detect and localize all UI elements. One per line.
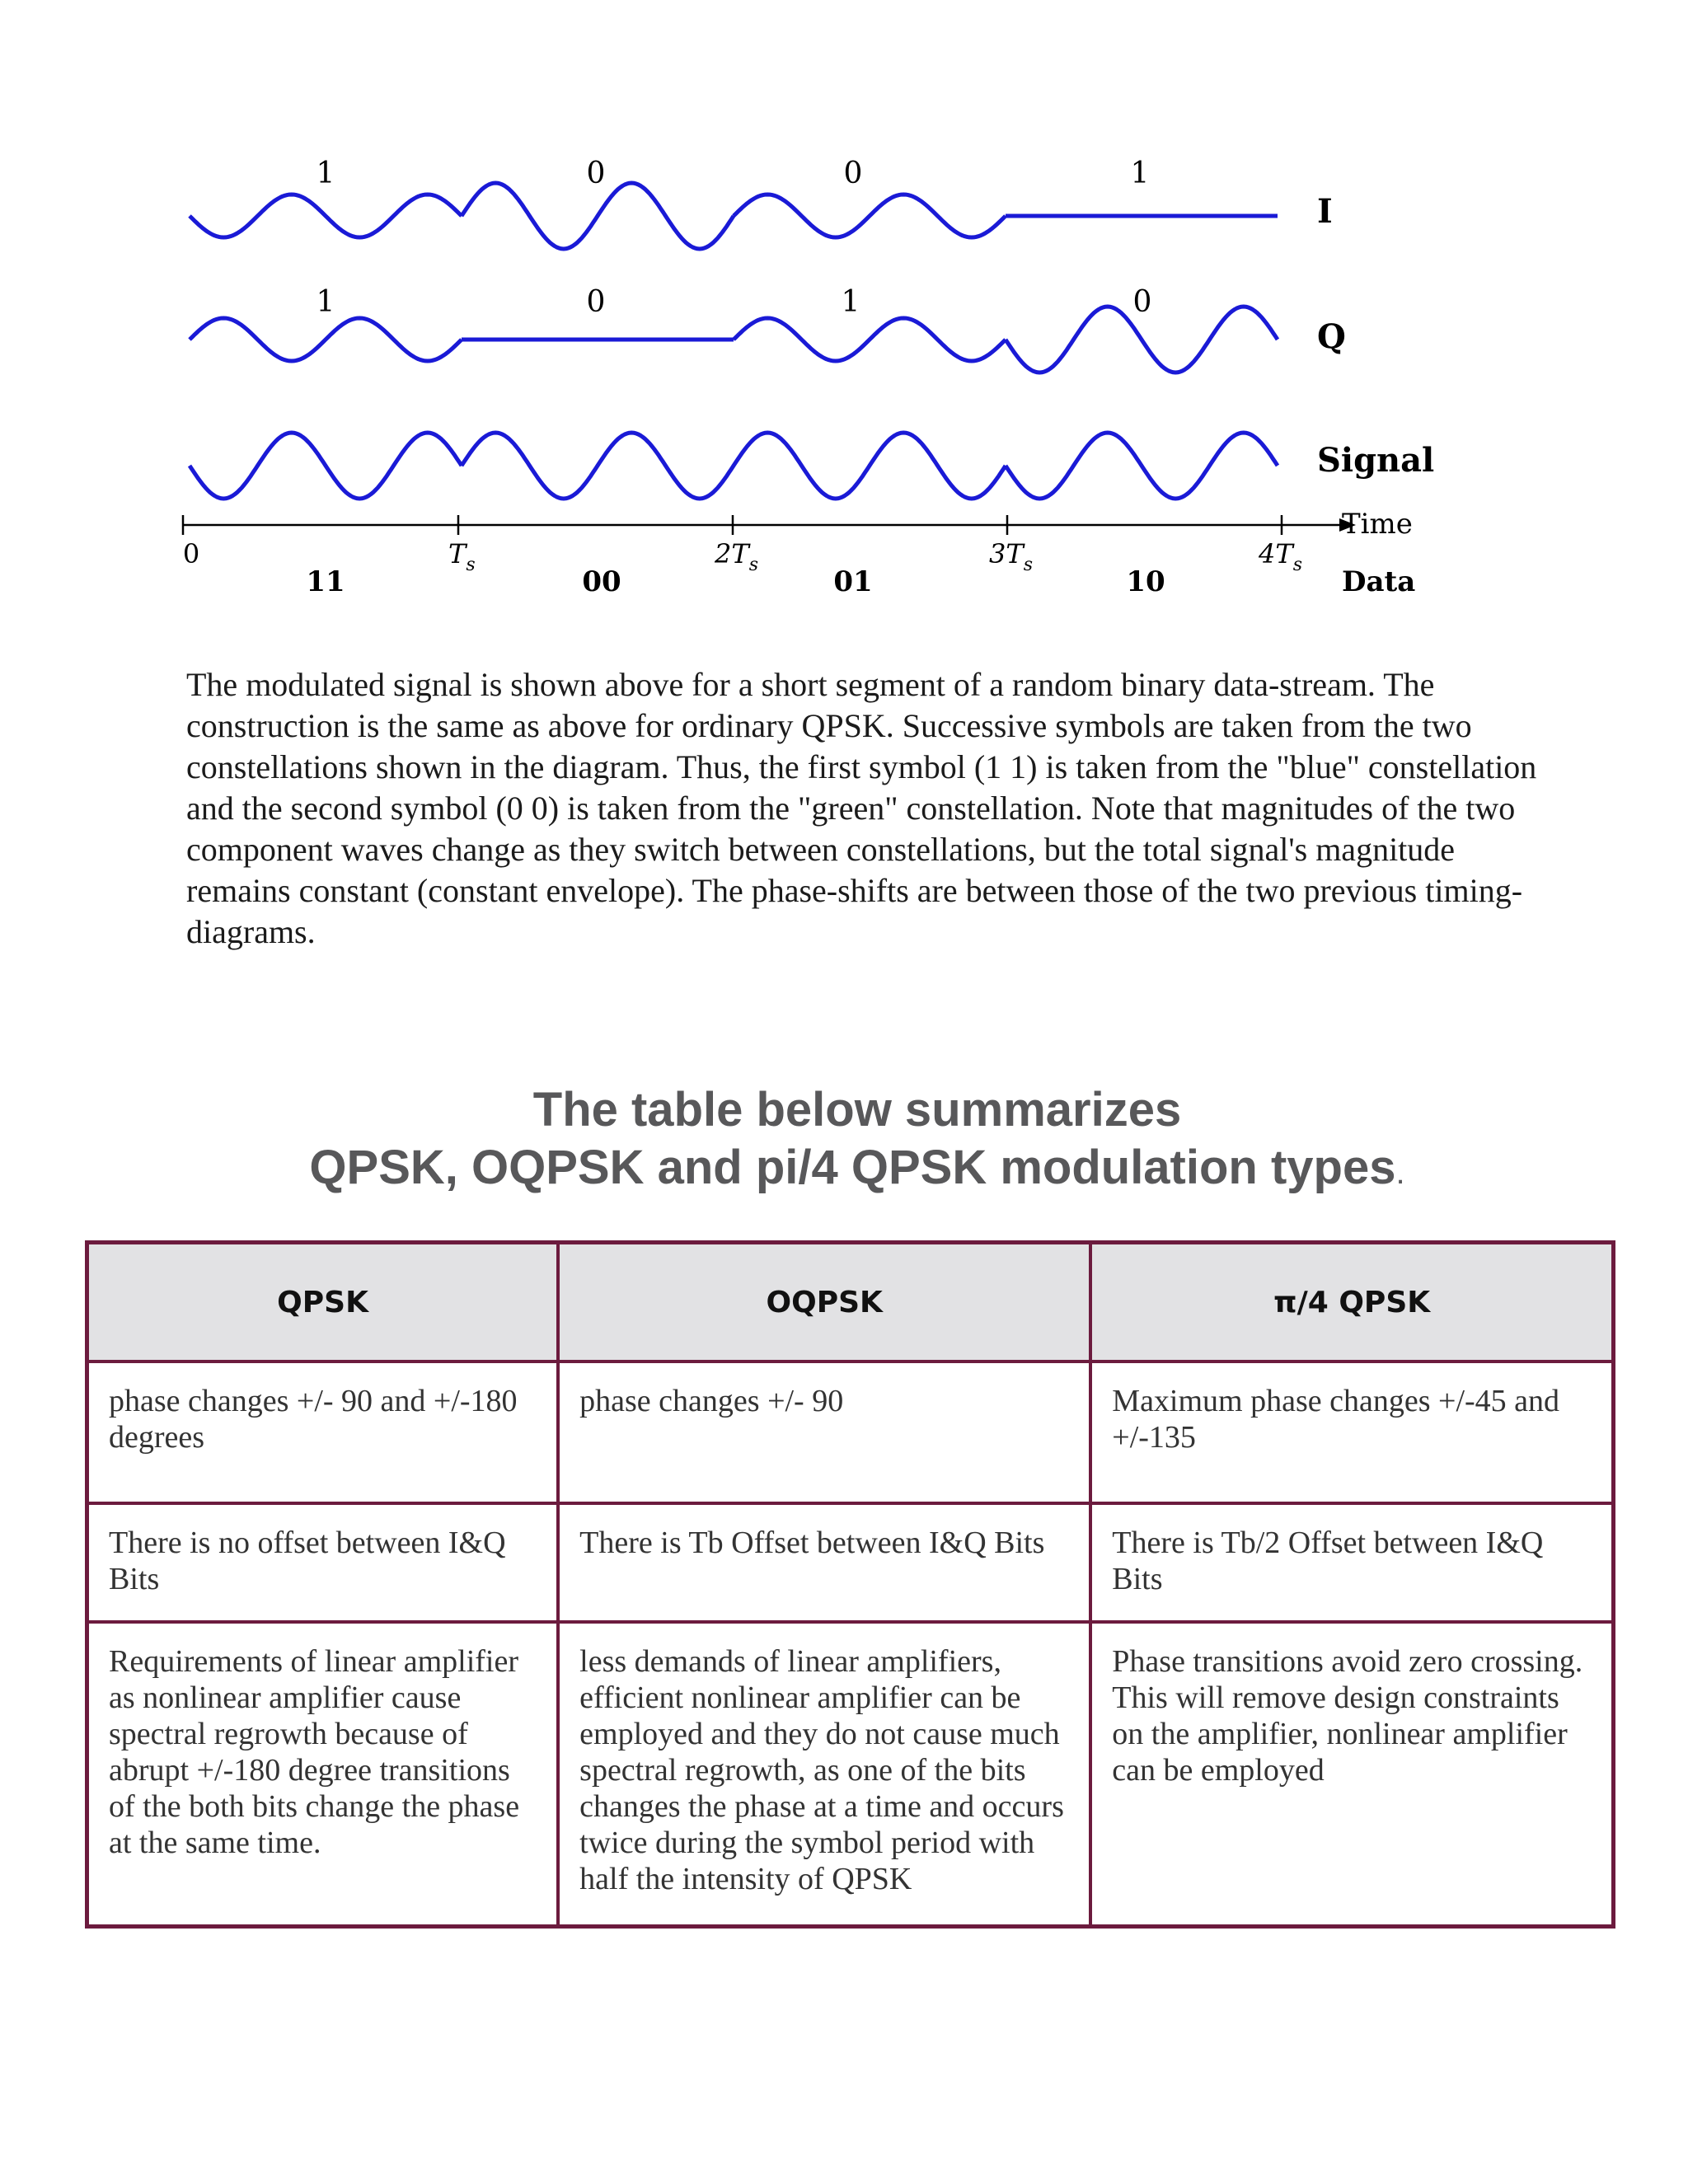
table-cell: Maximum phase changes +/-45 and +/-135 bbox=[1090, 1361, 1613, 1503]
heading-line-1: The table below summarizes bbox=[532, 1083, 1182, 1137]
signal-row-label: Signal bbox=[1317, 441, 1435, 480]
i-bit-label: 0 bbox=[586, 157, 606, 190]
body-paragraph: The modulated signal is shown above for a short segment of a random binary data-stream. The construction is the same as above for ordinary QPSK. Successive symbols are taken from the two constellations shown in the diagram. Thus, the first symbol (1 1) is taken from the "blue" constellation and the second symbol (0 0) is taken from the "green" constellation. Note that magnitudes of the two component waves change as they switch between constellations, but the total signal's magnitude remains constant (constant envelope). The phase-shifts are between those of the two previous timing-diagrams. bbox=[186, 666, 1537, 950]
table-row bbox=[87, 1622, 1614, 1927]
data-pair-label: 10 bbox=[1126, 565, 1165, 598]
heading-period: . bbox=[1395, 1155, 1405, 1191]
q-row-label: Q bbox=[1317, 317, 1346, 356]
table-cell: There is no offset between I&Q Bits bbox=[87, 1503, 559, 1622]
header-qpsk: QPSK bbox=[87, 1243, 559, 1362]
q-bit-label: 0 bbox=[586, 285, 606, 319]
tick-label-2ts: $2T_s$ bbox=[715, 538, 758, 575]
table-row bbox=[87, 1361, 1614, 1503]
i-bit-label: 0 bbox=[843, 157, 863, 190]
table-cell: There is Tb/2 Offset between I&Q Bits bbox=[1090, 1503, 1613, 1622]
tick-label-ts: $T_s$ bbox=[448, 538, 476, 575]
tick-label-3ts: $3T_s$ bbox=[989, 538, 1033, 575]
header-pi4-qpsk: π/4 QPSK bbox=[1090, 1243, 1613, 1362]
heading-line-2: QPSK, OQPSK and pi/4 QPSK modulation types bbox=[309, 1141, 1396, 1194]
table-cell: phase changes +/- 90 and +/-180 degrees bbox=[87, 1361, 559, 1503]
table-header-row bbox=[87, 1243, 1614, 1362]
i-bit-label: 1 bbox=[1130, 157, 1150, 190]
table-cell: Phase transitions avoid zero crossing. This will remove design constraints on the amplifier, nonlinear amplifier can be employed bbox=[1090, 1622, 1613, 1927]
q-bit-label: 1 bbox=[316, 285, 335, 319]
tick-label-4ts: $4T_s$ bbox=[1259, 538, 1302, 575]
q-waveform bbox=[190, 307, 1278, 373]
data-label: Data bbox=[1342, 565, 1416, 598]
i-waveform bbox=[190, 183, 1278, 249]
i-bit-label: 1 bbox=[316, 157, 335, 190]
table-row bbox=[87, 1503, 1614, 1622]
i-row-label: I bbox=[1317, 192, 1333, 231]
q-bit-label: 0 bbox=[1132, 285, 1152, 319]
data-pair-label: 01 bbox=[833, 565, 873, 598]
table-cell: phase changes +/- 90 bbox=[558, 1361, 1090, 1503]
table-cell: There is Tb Offset between I&Q Bits bbox=[558, 1503, 1090, 1622]
tick-label-0: 0 bbox=[182, 538, 200, 569]
section-heading bbox=[0, 1081, 1688, 1202]
comparison-table bbox=[85, 1240, 1615, 1929]
table-cell: less demands of linear amplifiers, efficient nonlinear amplifier can be employed and they do not cause much spectral regrowth, as one of the bits changes the phase at a time and occurs twice during the symbol period with half the intensity of QPSK bbox=[558, 1622, 1090, 1927]
header-oqpsk: OQPSK bbox=[558, 1243, 1090, 1362]
time-label: Time bbox=[1342, 508, 1413, 541]
signal-waveform bbox=[190, 433, 1278, 499]
data-pair-label: 00 bbox=[582, 565, 621, 598]
timing-diagram bbox=[0, 0, 1688, 626]
q-bit-label: 1 bbox=[841, 285, 860, 319]
data-pair-label: 11 bbox=[306, 565, 345, 598]
table-cell: Requirements of linear amplifier as nonlinear amplifier cause spectral regrowth because of abrupt +/-180 degree transitions of the both bits change the phase at the same time. bbox=[87, 1622, 559, 1927]
